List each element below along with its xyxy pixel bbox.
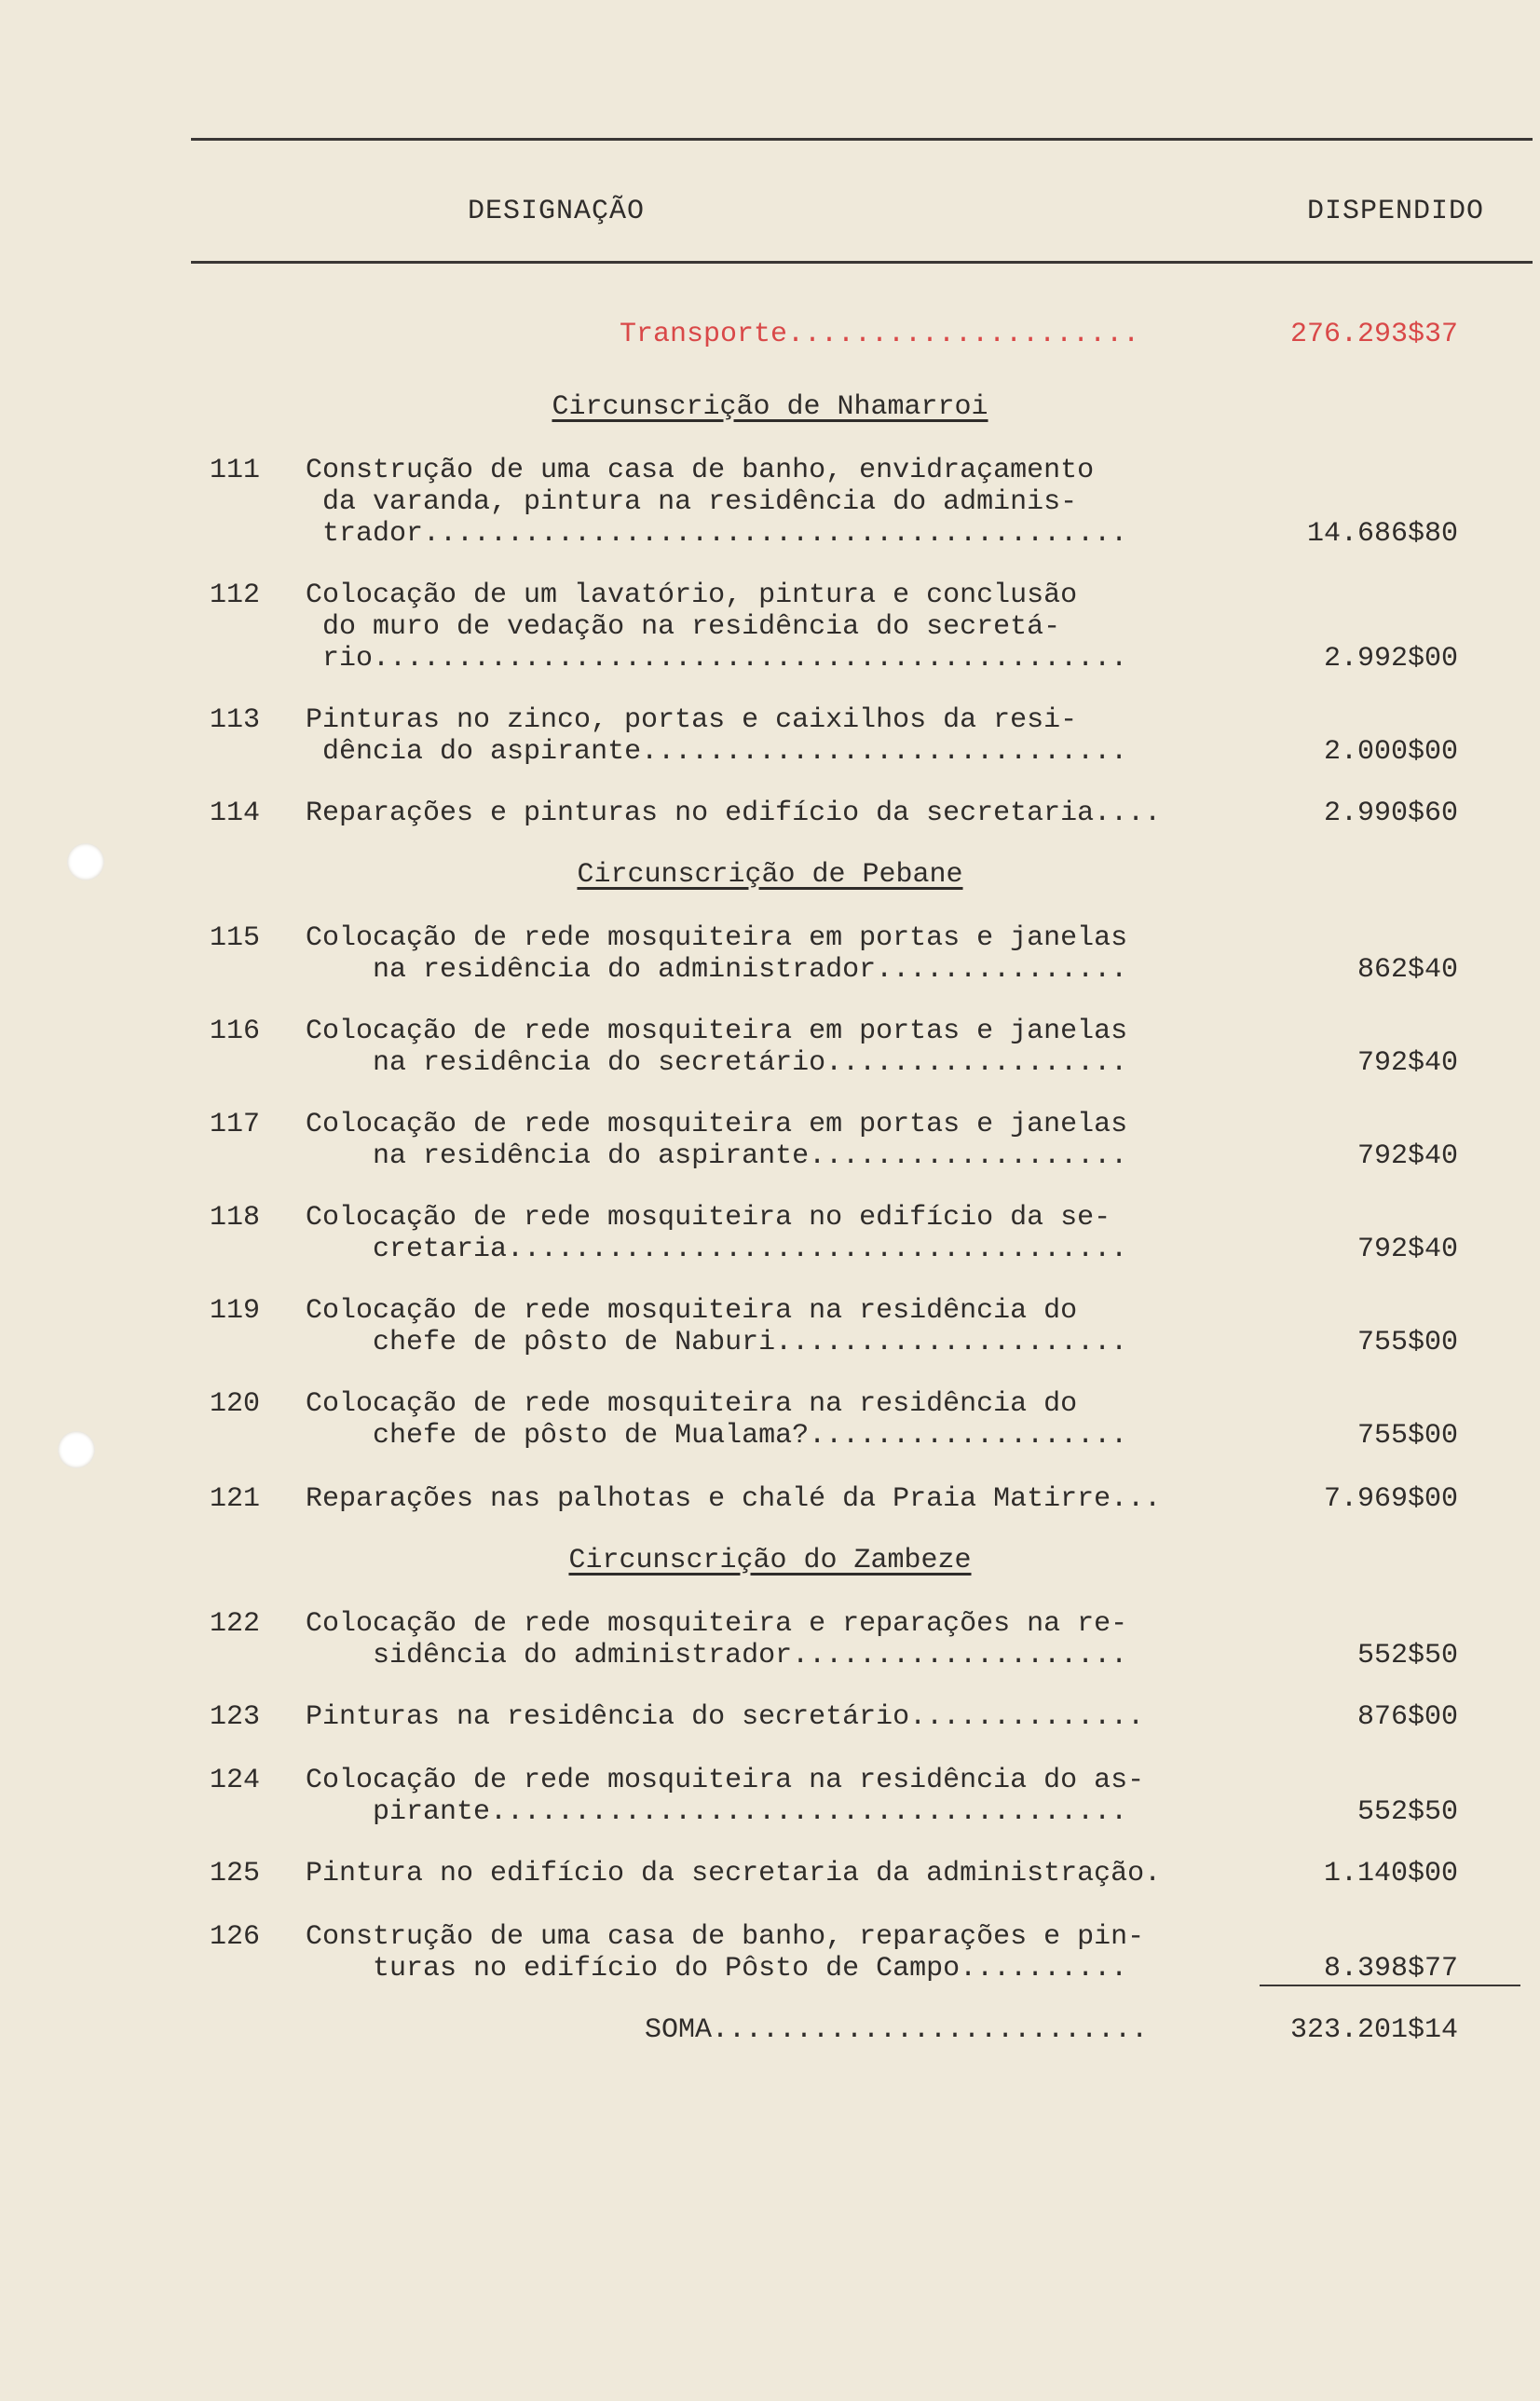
header-designacao: DESIGNAÇÃO xyxy=(468,196,646,227)
punch-hole xyxy=(58,1431,95,1468)
transport-line: Transporte..................... 276.293$37 xyxy=(620,319,1458,350)
total-amount: 323.201$14 xyxy=(1289,2014,1458,2046)
list-item: 122 Colocação de rede mosquiteira e reparações na re- sidência do administrador.................... 552$50 xyxy=(210,1608,1458,1671)
list-item: 113 Pinturas no zinco, portas e caixilhos da resi- dência do aspirante............................. 2.000$00 xyxy=(210,704,1458,768)
punch-hole xyxy=(67,843,104,880)
list-item: 124 Colocação de rede mosquiteira na residência do as- pirante...................................... 552$50 xyxy=(210,1765,1458,1828)
total-label: SOMA xyxy=(645,2014,713,2046)
list-item: 118 Colocação de rede mosquiteira no edifício da se- cretaria..................................... 792$40 xyxy=(210,1202,1458,1265)
total-line: SOMA.......................... 323.201$14 xyxy=(645,2014,1458,2046)
list-item: 111 Construção de uma casa de banho, envidraçamento da varanda, pintura na residência do adminis- trador.......................................... 14.686$80 xyxy=(210,455,1458,550)
list-item: 119 Colocação de rede mosquiteira na residência do chefe de pôsto de Naburi..................... 755$00 xyxy=(210,1295,1458,1358)
transport-amount: 276.293$37 xyxy=(1289,319,1458,350)
list-item: 116 Colocação de rede mosquiteira em portas e janelas na residência do secretário.................. 792$40 xyxy=(210,1016,1458,1079)
header-rule xyxy=(191,261,1533,264)
top-rule xyxy=(191,138,1533,141)
list-item: 123 Pinturas na residência do secretário.............. 876$00 xyxy=(210,1701,1458,1733)
list-item: 121 Reparações nas palhotas e chalé da Praia Matirre... 7.969$00 xyxy=(210,1483,1458,1515)
section-heading: Circunscrição de Pebane xyxy=(577,859,963,891)
header-dispendido: DISPENDIDO xyxy=(1307,196,1485,227)
list-item: 117 Colocação de rede mosquiteira em portas e janelas na residência do aspirante................... 792$40 xyxy=(210,1109,1458,1172)
list-item: 114 Reparações e pinturas no edifício da secretaria.... 2.990$60 xyxy=(210,798,1458,829)
list-item: 125 Pintura no edifício da secretaria da administração. 1.140$00 xyxy=(210,1858,1458,1889)
list-item: 126 Construção de uma casa de banho, reparações e pin- turas no edifício do Pôsto de Campo.......... 8.398$77 xyxy=(210,1921,1458,1985)
list-item: 120 Colocação de rede mosquiteira na residência do chefe de pôsto de Mualama?................... 755$00 xyxy=(210,1388,1458,1452)
total-rule xyxy=(1260,1985,1520,1986)
list-item: 112 Colocação de um lavatório, pintura e conclusão do muro de vedação na residência do secretá- rio............................................. 2.992$00 xyxy=(210,580,1458,675)
transport-label: Transporte xyxy=(620,319,788,350)
list-item: 115 Colocação de rede mosquiteira em portas e janelas na residência do administrador............... 862$40 xyxy=(210,922,1458,986)
section-heading: Circunscrição do Zambeze xyxy=(568,1545,972,1576)
section-heading: Circunscrição de Nhamarroi xyxy=(552,391,988,423)
